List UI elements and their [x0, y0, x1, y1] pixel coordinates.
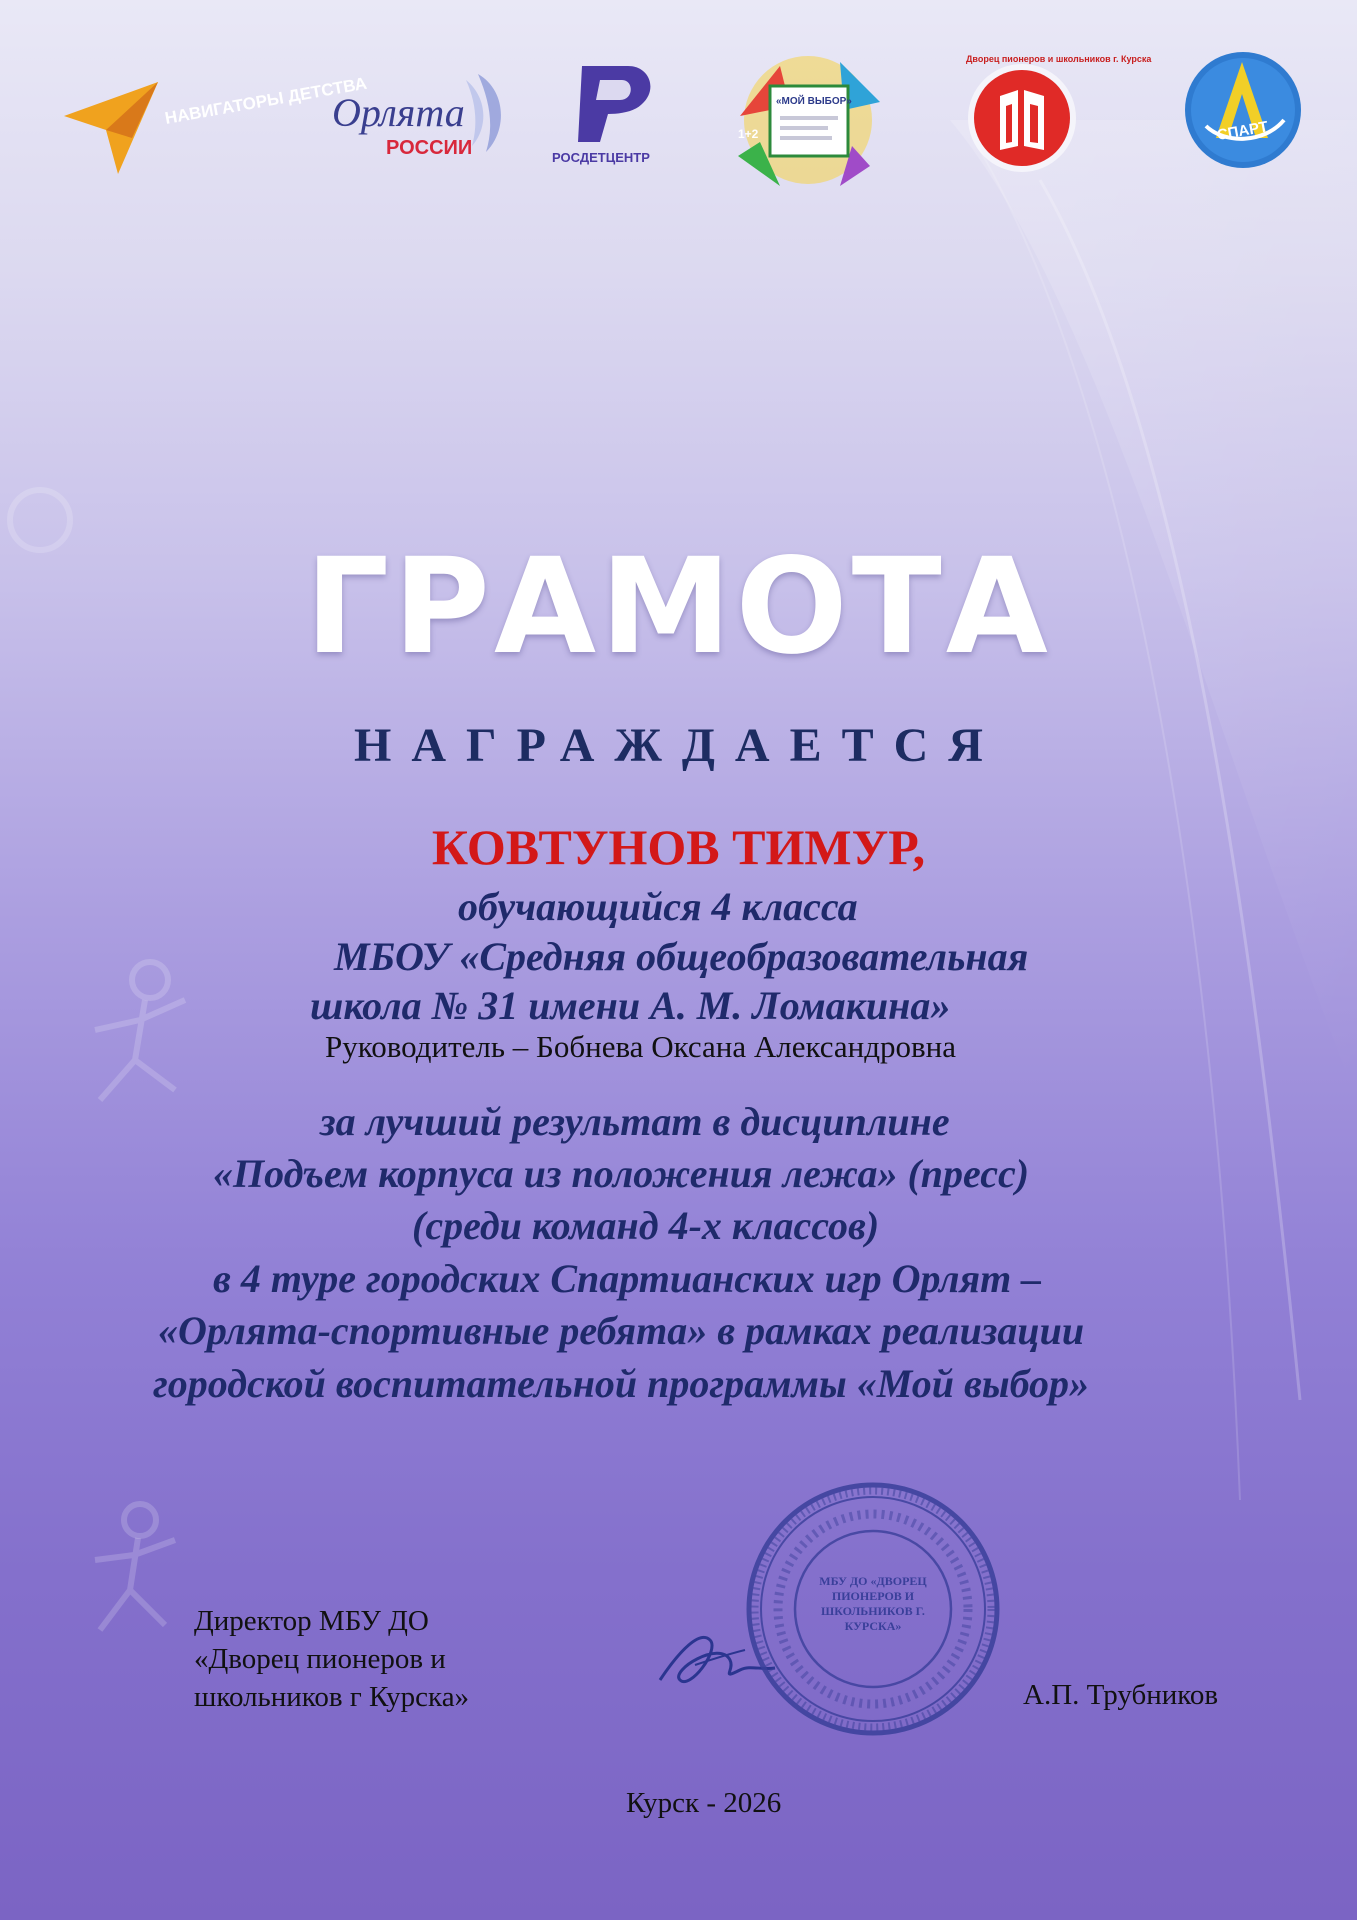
moy-vybor-logo — [720, 46, 896, 194]
spart-logo — [1184, 48, 1302, 172]
director-position-line-1: Директор МБУ ДО — [194, 1605, 429, 1637]
student-line-school-1: МБОУ «Средняя общеобразовательная — [334, 934, 1029, 979]
official-stamp — [742, 1478, 1004, 1740]
director-position-line-3: школьников г Курска» — [194, 1681, 470, 1713]
svg-text:СПАРТ: СПАРТ — [1215, 118, 1270, 144]
navigators-logo — [62, 73, 369, 182]
reason-line-5: «Орлята-спортивные ребята» в рамках реализации — [158, 1308, 1085, 1353]
svg-text:РОСДЕТЦЕНТР: РОСДЕТЦЕНТР — [552, 150, 650, 165]
svg-text:Дворец пионеров и школьников г: Дворец пионеров и школьников г. Курска — [966, 54, 1152, 64]
director-position-line-2: «Дворец пионеров и — [194, 1643, 446, 1675]
awarded-heading: НАГРАЖДАЕТСЯ — [354, 719, 1003, 772]
certificate-title: ГРАМОТА — [305, 530, 1052, 684]
svg-text:РОССИИ: РОССИИ — [386, 137, 473, 159]
svg-text:«МОЙ ВЫБОР»: «МОЙ ВЫБОР» — [776, 96, 852, 107]
partner-logos — [0, 0, 1357, 220]
signer-name: А.П. Трубников — [1023, 1679, 1219, 1711]
reason-line-3: (среди команд 4-х классов) — [412, 1203, 880, 1248]
student-line-grade: обучающийся 4 класса — [458, 884, 858, 929]
supervisor-line: Руководитель – Бобнева Оксана Александровна — [325, 1029, 957, 1064]
student-line-school-2: школа № 31 имени А. М. Ломакина» — [310, 983, 951, 1028]
svg-text:Орлята РОССИИ: Орлята РОССИИ — [328, 164, 336, 165]
svg-text:НАВИГАТОРЫ ДЕТСТВА: НАВИГАТОРЫ ДЕТСТВА — [163, 73, 369, 128]
stamp-center-text: МБУ ДО «ДВОРЕЦ ПИОНЕРОВ И ШКОЛЬНИКОВ Г. КУРСКА» — [819, 1574, 927, 1633]
place-year: Курск - 2026 — [626, 1787, 782, 1819]
svg-text:Орлята: Орлята — [332, 90, 465, 135]
svg-text:1+2: 1+2 — [738, 127, 759, 141]
reason-line-1: за лучший результат в дисциплине — [320, 1099, 950, 1144]
rosdetcentr-logo — [548, 62, 676, 166]
palace-logo — [960, 50, 1152, 178]
orlyata-logo — [328, 66, 514, 166]
reason-line-4: в 4 туре городских Спартианских игр Орлят – — [213, 1256, 1042, 1301]
reason-line-6: городской воспитательной программы «Мой выбор» — [153, 1361, 1090, 1406]
reason-line-2: «Подъем корпуса из положения лежа» (пресс) — [213, 1151, 1030, 1196]
recipient-name: КОВТУНОВ ТИМУР, — [431, 819, 926, 875]
director-position — [194, 1602, 469, 1716]
